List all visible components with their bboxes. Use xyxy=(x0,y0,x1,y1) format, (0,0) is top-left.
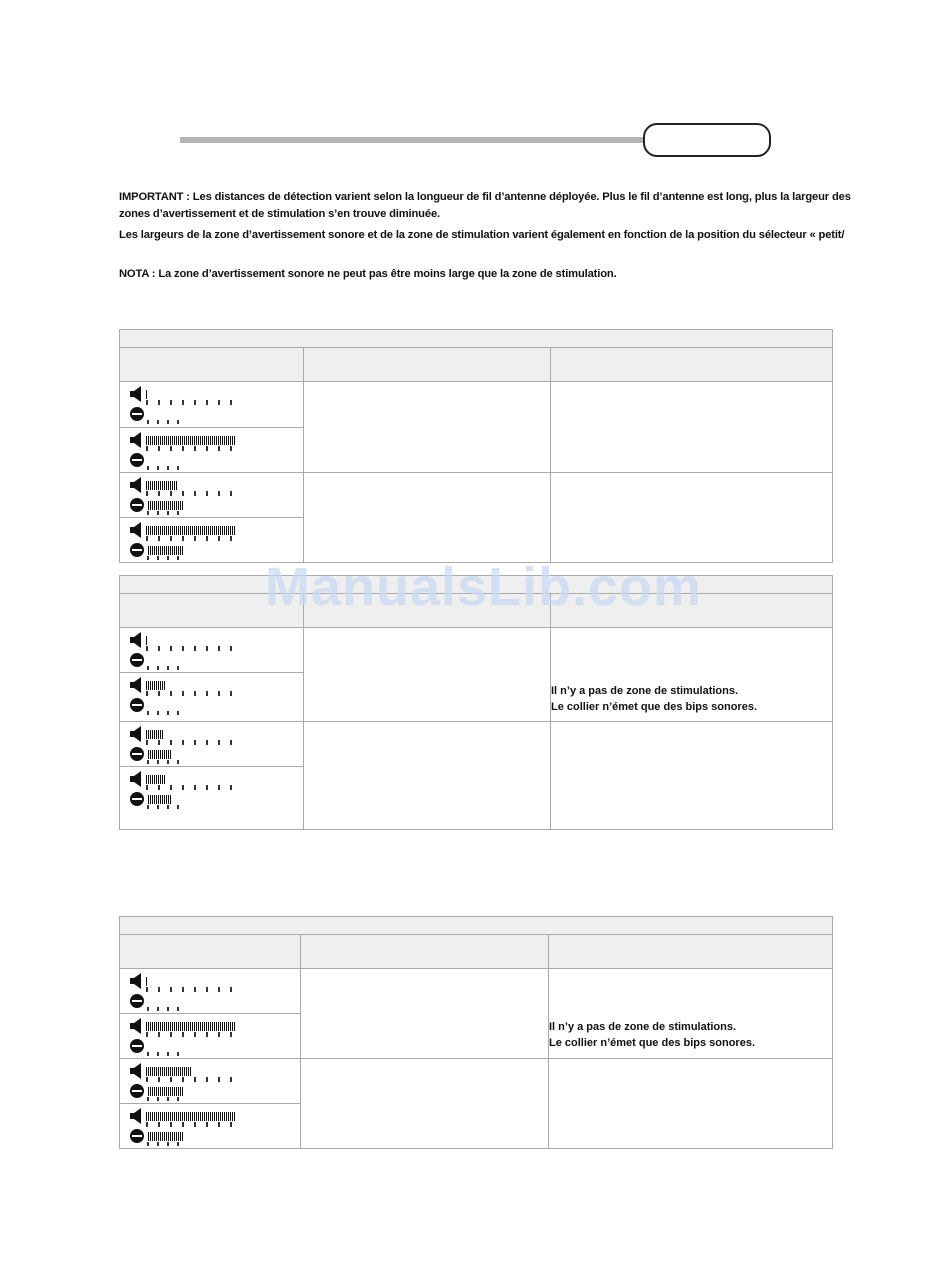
lcd-display xyxy=(130,477,242,515)
warning-level-bar xyxy=(146,390,148,399)
stimulation-icon xyxy=(130,792,144,806)
lcd-display xyxy=(130,432,242,470)
warning-level-bar xyxy=(146,1112,236,1121)
header-cell-display xyxy=(120,348,304,382)
stimulation-level-bar xyxy=(148,795,171,804)
header-cell-stimulation xyxy=(549,935,833,969)
stimulation-scale xyxy=(147,466,187,470)
speaker-icon xyxy=(130,386,142,402)
stimulation-note-cell xyxy=(551,722,833,830)
lcd-cell xyxy=(120,1059,301,1104)
speaker-icon xyxy=(130,677,142,693)
lcd-display xyxy=(130,522,242,560)
stimulation-icon xyxy=(130,1039,144,1053)
header-cell-warning xyxy=(301,935,549,969)
lcd-cell xyxy=(120,673,304,722)
warning-scale xyxy=(146,400,240,405)
stimulation-icon xyxy=(130,1084,144,1098)
stimulation-note-cell xyxy=(551,382,833,473)
note-line-2: Le collier n’émet que des bips sonores. xyxy=(549,1037,756,1049)
warning-cell xyxy=(304,382,551,473)
warning-level-bar xyxy=(146,730,164,739)
warning-scale xyxy=(146,491,240,496)
watermark: ManualsLib.com xyxy=(265,557,703,617)
lcd-cell xyxy=(120,767,304,830)
warning-level-bar xyxy=(146,681,166,690)
stimulation-scale xyxy=(147,1097,187,1101)
stimulation-scale xyxy=(147,1007,187,1011)
stimulation-scale xyxy=(147,556,187,560)
note-line-1: Il n’y a pas de zone de stimulations. xyxy=(549,1021,737,1033)
important-line-2: zones d’avertissement et de stimulation s’en trouve diminuée. xyxy=(119,208,440,220)
warning-scale xyxy=(146,1077,240,1082)
header-cell-display xyxy=(120,935,301,969)
nota-paragraph: NOTA : La zone d’avertissement sonore ne peut pas être moins large que la zone de stimulation. xyxy=(119,268,617,280)
warning-cell xyxy=(304,628,551,722)
lcd-display xyxy=(130,973,242,1011)
lcd-cell xyxy=(120,1104,301,1149)
lcd-display xyxy=(130,1063,242,1101)
warning-cell xyxy=(301,969,549,1059)
stimulation-level-bar xyxy=(148,546,184,555)
note-line-1: Il n’y a pas de zone de stimulations. xyxy=(551,685,739,697)
section-tab xyxy=(643,123,771,157)
stimulation-icon xyxy=(130,653,144,667)
speaker-icon xyxy=(130,477,142,493)
stimulation-level-bar xyxy=(148,1087,184,1096)
zone-table-3 xyxy=(119,916,833,1149)
stimulation-icon xyxy=(130,994,144,1008)
lcd-cell xyxy=(120,969,301,1014)
stimulation-icon xyxy=(130,698,144,712)
warning-level-bar xyxy=(146,775,166,784)
lcd-cell xyxy=(120,382,304,428)
stimulation-note-cell xyxy=(551,473,833,563)
zone-table-1 xyxy=(119,329,833,563)
lcd-display xyxy=(130,632,242,670)
speaker-icon xyxy=(130,1063,142,1079)
warning-cell xyxy=(301,1059,549,1149)
stimulation-level-bar xyxy=(148,501,184,510)
lcd-cell xyxy=(120,722,304,767)
stimulation-icon xyxy=(130,453,144,467)
widths-note: Les largeurs de la zone d’avertissement sonore et de la zone de stimulation varient également en fonction de la position du sélecteur « petit/ xyxy=(119,229,845,241)
stimulation-scale xyxy=(147,511,187,515)
header-rule xyxy=(180,137,648,143)
important-line-1: IMPORTANT : Les distances de détection varient selon la longueur de fil d’antenne déployée. Plus le fil d’antenne est long, plus la largeur des xyxy=(119,191,851,203)
warning-level-bar xyxy=(146,481,177,490)
speaker-icon xyxy=(130,632,142,648)
lcd-cell xyxy=(120,628,304,673)
warning-scale xyxy=(146,646,240,651)
lcd-cell xyxy=(120,473,304,518)
warning-cell xyxy=(304,722,551,830)
lcd-display xyxy=(130,771,242,809)
stimulation-icon xyxy=(130,498,144,512)
table-title-row xyxy=(120,917,833,935)
speaker-icon xyxy=(130,1108,142,1124)
table-title-row xyxy=(120,330,833,348)
lcd-display xyxy=(130,677,242,715)
stimulation-scale xyxy=(147,805,187,809)
lcd-display xyxy=(130,1018,242,1056)
warning-cell xyxy=(304,473,551,563)
speaker-icon xyxy=(130,771,142,787)
stimulation-scale xyxy=(147,760,187,764)
stimulation-note-cell xyxy=(549,969,833,1059)
warning-scale xyxy=(146,691,240,696)
lcd-cell xyxy=(120,1014,301,1059)
stimulation-note-cell xyxy=(549,1059,833,1149)
stimulation-icon xyxy=(130,747,144,761)
stimulation-level-bar xyxy=(148,750,171,759)
speaker-icon xyxy=(130,1018,142,1034)
lcd-display xyxy=(130,1108,242,1146)
lcd-display xyxy=(130,726,242,764)
stimulation-scale xyxy=(147,711,187,715)
speaker-icon xyxy=(130,726,142,742)
speaker-icon xyxy=(130,973,142,989)
stimulation-scale xyxy=(147,666,187,670)
warning-level-bar xyxy=(146,1022,236,1031)
warning-scale xyxy=(146,987,240,992)
speaker-icon xyxy=(130,432,142,448)
header-cell-warning xyxy=(304,348,551,382)
note-line-2: Le collier n’émet que des bips sonores. xyxy=(551,701,758,713)
lcd-display xyxy=(130,386,242,424)
stimulation-icon xyxy=(130,1129,144,1143)
stimulation-icon xyxy=(130,543,144,557)
warning-level-bar xyxy=(146,526,236,535)
header-cell-stimulation xyxy=(551,348,833,382)
warning-scale xyxy=(146,740,240,745)
lcd-cell xyxy=(120,428,304,473)
warning-scale xyxy=(146,536,240,541)
warning-scale xyxy=(146,446,240,451)
important-paragraph xyxy=(119,189,851,223)
warning-scale xyxy=(146,1122,240,1127)
warning-scale xyxy=(146,1032,240,1037)
stimulation-level-bar xyxy=(148,1132,184,1141)
stimulation-scale xyxy=(147,1052,187,1056)
warning-level-bar xyxy=(146,436,236,445)
warning-level-bar xyxy=(146,977,148,986)
stimulation-scale xyxy=(147,420,187,424)
warning-scale xyxy=(146,785,240,790)
stimulation-scale xyxy=(147,1142,187,1146)
speaker-icon xyxy=(130,522,142,538)
stimulation-note-cell xyxy=(551,628,833,722)
warning-level-bar xyxy=(146,636,148,645)
stimulation-icon xyxy=(130,407,144,421)
warning-level-bar xyxy=(146,1067,191,1076)
